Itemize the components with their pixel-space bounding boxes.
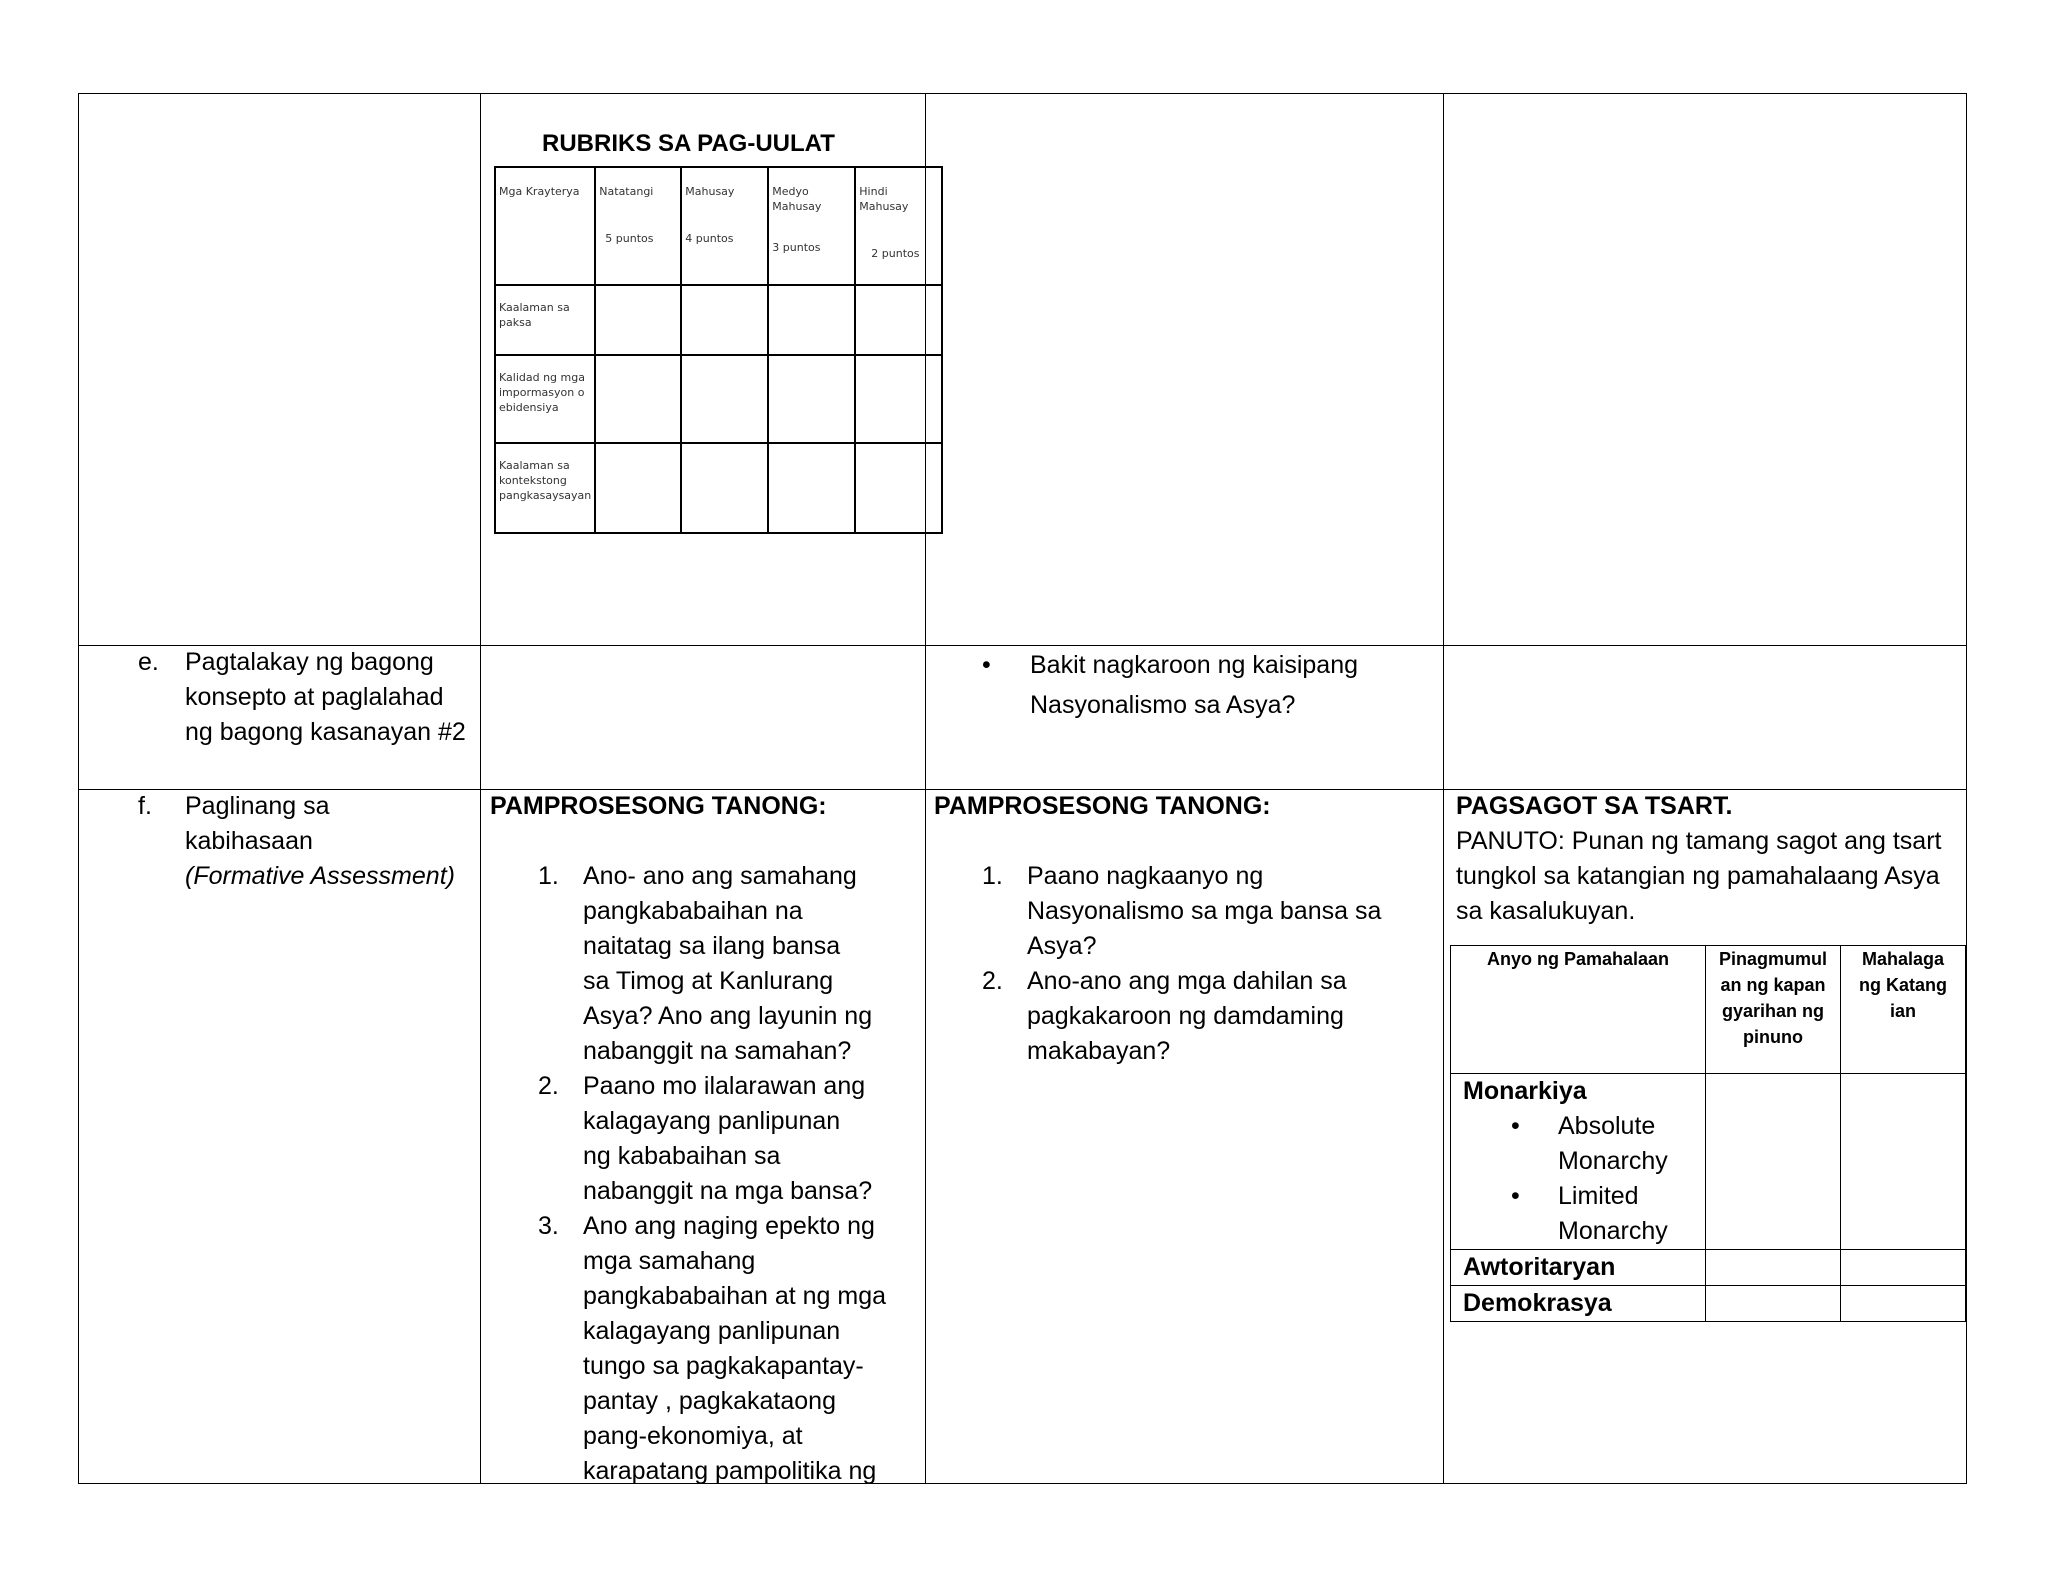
rubric-score-cell[interactable] <box>855 443 942 533</box>
col2-questions <box>490 789 910 1489</box>
chart-row-label-cell <box>1451 1074 1706 1250</box>
question-item <box>490 1069 873 1209</box>
rubric-header-points: 3 puntos <box>772 241 821 254</box>
question-text: Paano nagkaanyo ng Nasyonalismo sa mga bansa sa Asya? <box>1027 862 1382 960</box>
rubric-header-label: Medyo Mahusay <box>772 185 822 213</box>
question-number: 2. <box>538 1072 559 1100</box>
row-e-bullet-text: Bakit nagkaroon ng kaisipang Nasyonalismo sa Asya? <box>1030 651 1359 719</box>
rubric-criterion: Kalidad ng mga impormasyon o ebidensiya <box>495 355 595 443</box>
list-item <box>138 645 468 750</box>
question-text: Ano-ano ang mga dahilan sa pagkakaroon ng damdaming makabayan? <box>1027 967 1347 1065</box>
rubric-row <box>495 285 942 355</box>
chart-header-text: Mahalagang Katangian <box>1859 949 1947 1021</box>
rubric-row <box>495 355 942 443</box>
question-item <box>934 859 1387 964</box>
rubric-header-cell <box>681 167 768 285</box>
rubric-score-cell[interactable] <box>768 285 855 355</box>
row-e-text: Pagtalakay ng bagong konsepto at paglalahad ng bagong kasanayan #2 <box>185 648 466 746</box>
rubric-score-cell[interactable] <box>595 285 681 355</box>
question-text: Ano ang naging epekto ng mga samahang pangkababaihan at ng mga kalagayang panlipunan tungo sa pagkakapantay-pantay , pagkakataong pang-ekonomiya, at karapatang pampolitika ng <box>583 1212 887 1485</box>
question-number: 3. <box>538 1212 559 1240</box>
rubric-score-cell[interactable] <box>681 285 768 355</box>
row-e-label <box>138 645 468 750</box>
rubric-header-label: Natatangi <box>599 185 654 198</box>
rubric-score-cell[interactable] <box>768 443 855 533</box>
rubric-header-label: Hindi Mahusay <box>859 185 909 213</box>
row-f-text: Paglinang sa kabihasaan <box>185 792 330 855</box>
chart-sub-item: • Absolute Monarchy <box>1463 1109 1678 1179</box>
question-text: Paano mo ilalarawan ang kalagayang panlipunan ng kababaihan sa nabanggit na mga bansa? <box>583 1072 873 1205</box>
col4-heading: PAGSAGOT SA TSART. <box>1456 792 1733 820</box>
rubric-header-cell <box>495 167 595 285</box>
chart-answer-cell[interactable] <box>1706 1074 1841 1250</box>
row-f-label <box>138 789 468 894</box>
rubric-header-cell <box>855 167 942 285</box>
chart-answer-cell[interactable] <box>1706 1286 1841 1322</box>
question-item <box>490 859 873 1069</box>
rubric-header-label: Mahusay <box>685 185 735 198</box>
rubric-score-cell[interactable] <box>768 355 855 443</box>
question-item <box>934 964 1367 1069</box>
chart-header <box>1841 946 1966 1074</box>
government-chart-table <box>1450 945 1966 1322</box>
rubric-criterion: Kaalaman sa paksa <box>495 285 595 355</box>
col4-instructions <box>1456 789 1956 929</box>
chart-header-row <box>1451 946 1966 1074</box>
rubric-row <box>495 443 942 533</box>
question-number: 2. <box>982 967 1003 995</box>
row-e-question <box>978 645 1408 725</box>
list-marker: e. <box>138 648 159 676</box>
rubric-header-points: 5 puntos <box>605 232 654 245</box>
rubric-header-cell <box>595 167 681 285</box>
chart-row-label: Awtoritaryan <box>1451 1250 1706 1286</box>
question-item <box>490 1209 893 1489</box>
bullet-icon: • <box>982 651 991 679</box>
question-number: 1. <box>982 862 1003 890</box>
rubric-score-cell[interactable] <box>855 285 942 355</box>
question-text: Ano- ano ang samahang pangkababaihan na naitatag sa ilang bansa sa Timog at Kanlurang Asya? Ano ang layunin ng nabanggit na samahan? <box>583 862 873 1065</box>
chart-answer-cell[interactable] <box>1706 1250 1841 1286</box>
chart-row-label: Demokrasya <box>1451 1286 1706 1322</box>
col3-heading: PAMPROSESONG TANONG: <box>934 792 1271 820</box>
chart-row <box>1451 1074 1966 1250</box>
question-number: 1. <box>538 862 559 890</box>
rubric-header-points: 2 puntos <box>871 247 920 260</box>
list-item <box>138 789 468 894</box>
chart-answer-cell[interactable] <box>1841 1286 1966 1322</box>
chart-row <box>1451 1286 1966 1322</box>
chart-row <box>1451 1250 1966 1286</box>
col2-heading: PAMPROSESONG TANONG: <box>490 792 827 820</box>
row-f-italic-text: (Formative Assessment) <box>185 862 455 890</box>
rubric-score-cell[interactable] <box>595 355 681 443</box>
rubric-header-label: Mga Krayterya <box>499 185 580 198</box>
rubric-score-cell[interactable] <box>855 355 942 443</box>
chart-sub-list <box>1463 1109 1693 1249</box>
list-marker: f. <box>138 792 152 820</box>
col3-questions <box>934 789 1414 1069</box>
chart-row-label: Monarkiya <box>1463 1077 1587 1105</box>
rubric-score-cell[interactable] <box>595 443 681 533</box>
rubric-header-points: 4 puntos <box>685 232 734 245</box>
rubric-score-cell[interactable] <box>681 355 768 443</box>
chart-header: Anyo ng Pamahalaan <box>1451 946 1706 1074</box>
col4-instruction: PANUTO: Punan ng tamang sagot ang tsart tungkol sa katangian ng pamahalaang Asya sa kasalukuyan. <box>1456 827 1942 925</box>
rubric-score-cell[interactable] <box>681 443 768 533</box>
rubric-title: RUBRIKS SA PAG-UULAT <box>542 130 835 157</box>
rubric-table <box>494 166 943 534</box>
chart-header <box>1706 946 1841 1074</box>
list-item <box>978 645 1408 725</box>
rubric-header-row <box>495 167 942 285</box>
chart-sub-item: • Limited Monarchy <box>1463 1179 1678 1249</box>
chart-header-text: Pinagmumulan ng kapangyarihan ng pinuno <box>1718 949 1827 1047</box>
chart-answer-cell[interactable] <box>1841 1250 1966 1286</box>
rubric-criterion: Kaalaman sa kontekstong pangkasaysayan <box>495 443 595 533</box>
rubric-header-cell <box>768 167 855 285</box>
chart-answer-cell[interactable] <box>1841 1074 1966 1250</box>
